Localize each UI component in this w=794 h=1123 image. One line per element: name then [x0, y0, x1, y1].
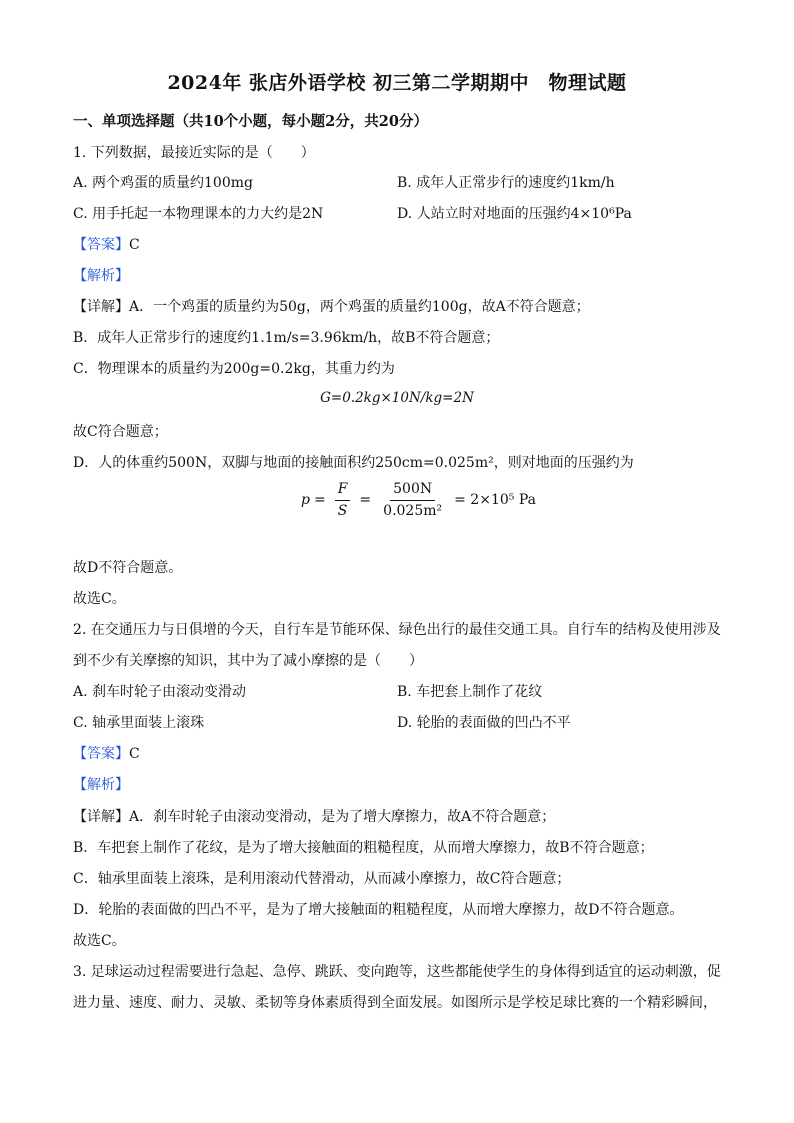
page-title: 2024年 张店外语学校 初三第二学期期中 物理试题	[167, 72, 627, 94]
section-heading: 一、单项选择题（共10个小题，每小题2分，共20分）	[73, 113, 428, 130]
q1-conclusion: 故选C。	[73, 591, 126, 607]
q1-option-a: A. 两个鸡蛋的质量约100mg	[73, 175, 253, 191]
fraction-numerator-value: 500N	[390, 481, 435, 501]
q2-analysis-label: 【解析】	[73, 777, 129, 793]
formula-equals: =	[313, 492, 326, 508]
q1-detail-d: D．人的体重约500N，双脚与地面的接触面积约250cm=0.025m²，则对地面的压强约为	[73, 455, 634, 471]
q1-detail-d-conclusion: 故D不符合题意。	[73, 560, 183, 576]
formula-fraction-numeric	[380, 481, 445, 520]
q1-formula-pressure	[301, 476, 536, 524]
q2-detail-d: D．轮胎的表面做的凹凸不平，是为了增大接触面的粗糙程度，从而增大摩擦力，故D不符合题意。	[73, 902, 684, 918]
q1-option-b: B. 成年人正常步行的速度约1km/h	[397, 175, 615, 191]
q2-option-d: D. 轮胎的表面做的凹凸不平	[397, 715, 571, 731]
fraction-denominator: S	[337, 502, 348, 519]
q1-answer	[73, 234, 140, 254]
q2-answer	[73, 743, 140, 763]
q1-stem: 1. 下列数据，最接近实际的是（ ）	[73, 145, 315, 161]
q1-answer-label: 【答案】	[73, 237, 129, 253]
q2-answer-value: C	[129, 746, 140, 762]
q1-formula-gravity: G=0.2kg×10N/kg=2N	[320, 390, 474, 406]
q2-detail-a: 【详解】A．刹车时轮子由滚动变滑动，是为了增大摩擦力，故A不符合题意；	[73, 809, 556, 825]
q2-option-b: B. 车把套上制作了花纹	[397, 684, 543, 700]
q2-detail-b: B．车把套上制作了花纹，是为了增大接触面的粗糙程度，从而增大摩擦力，故B不符合题意；	[73, 840, 654, 856]
q1-detail-c-conclusion: 故C符合题意；	[73, 424, 168, 440]
q1-option-d: D. 人站立时对地面的压强约4×10⁶Pa	[397, 206, 632, 222]
fraction-denominator-value: 0.025m²	[383, 502, 443, 519]
q2-answer-label: 【答案】	[73, 746, 129, 762]
formula-lhs: p	[301, 492, 310, 508]
q2-stem-line2: 到不少有关摩擦的知识，其中为了减小摩擦的是（ ）	[73, 653, 423, 669]
q1-detail-a: 【详解】A．一个鸡蛋的质量约为50g，两个鸡蛋的质量约100g，故A不符合题意；	[73, 299, 590, 315]
fraction-numerator: F	[335, 481, 351, 501]
q2-detail-c: C．轴承里面装上滚珠，是利用滚动代替滑动，从而减小摩擦力，故C符合题意；	[73, 871, 571, 887]
q2-option-a: A. 刹车时轮子由滚动变滑动	[73, 684, 247, 700]
q1-option-c: C. 用手托起一本物理课本的力大约是2N	[73, 206, 324, 222]
q1-answer-value: C	[129, 237, 140, 253]
q1-detail-b: B．成年人正常步行的速度约1.1m/s=3.96km/h，故B不符合题意；	[73, 330, 500, 346]
q3-stem-line1: 3. 足球运动过程需要进行急起、急停、跳跃、变向跑等，这些都能使学生的身体得到适宜的运动刺激，促	[73, 964, 721, 980]
q1-detail-c: C．物理课本的质量约为200g=0.2kg，其重力约为	[73, 361, 395, 377]
q1-analysis-label: 【解析】	[73, 268, 129, 284]
formula-fraction-symbolic	[335, 481, 351, 520]
formula-equals-2: =	[359, 492, 372, 508]
q2-conclusion: 故选C。	[73, 933, 126, 949]
q2-option-c: C. 轴承里面装上滚珠	[73, 715, 205, 731]
q2-stem-line1: 2. 在交通压力与日俱增的今天，自行车是节能环保、绿色出行的最佳交通工具。自行车的结构及使用涉及	[73, 622, 721, 638]
q3-stem-line2: 进力量、速度、耐力、灵敏、柔韧等身体素质得到全面发展。如图所示是学校足球比赛的一个精彩瞬间，	[73, 995, 717, 1011]
formula-result: = 2×10⁵ Pa	[454, 492, 536, 508]
